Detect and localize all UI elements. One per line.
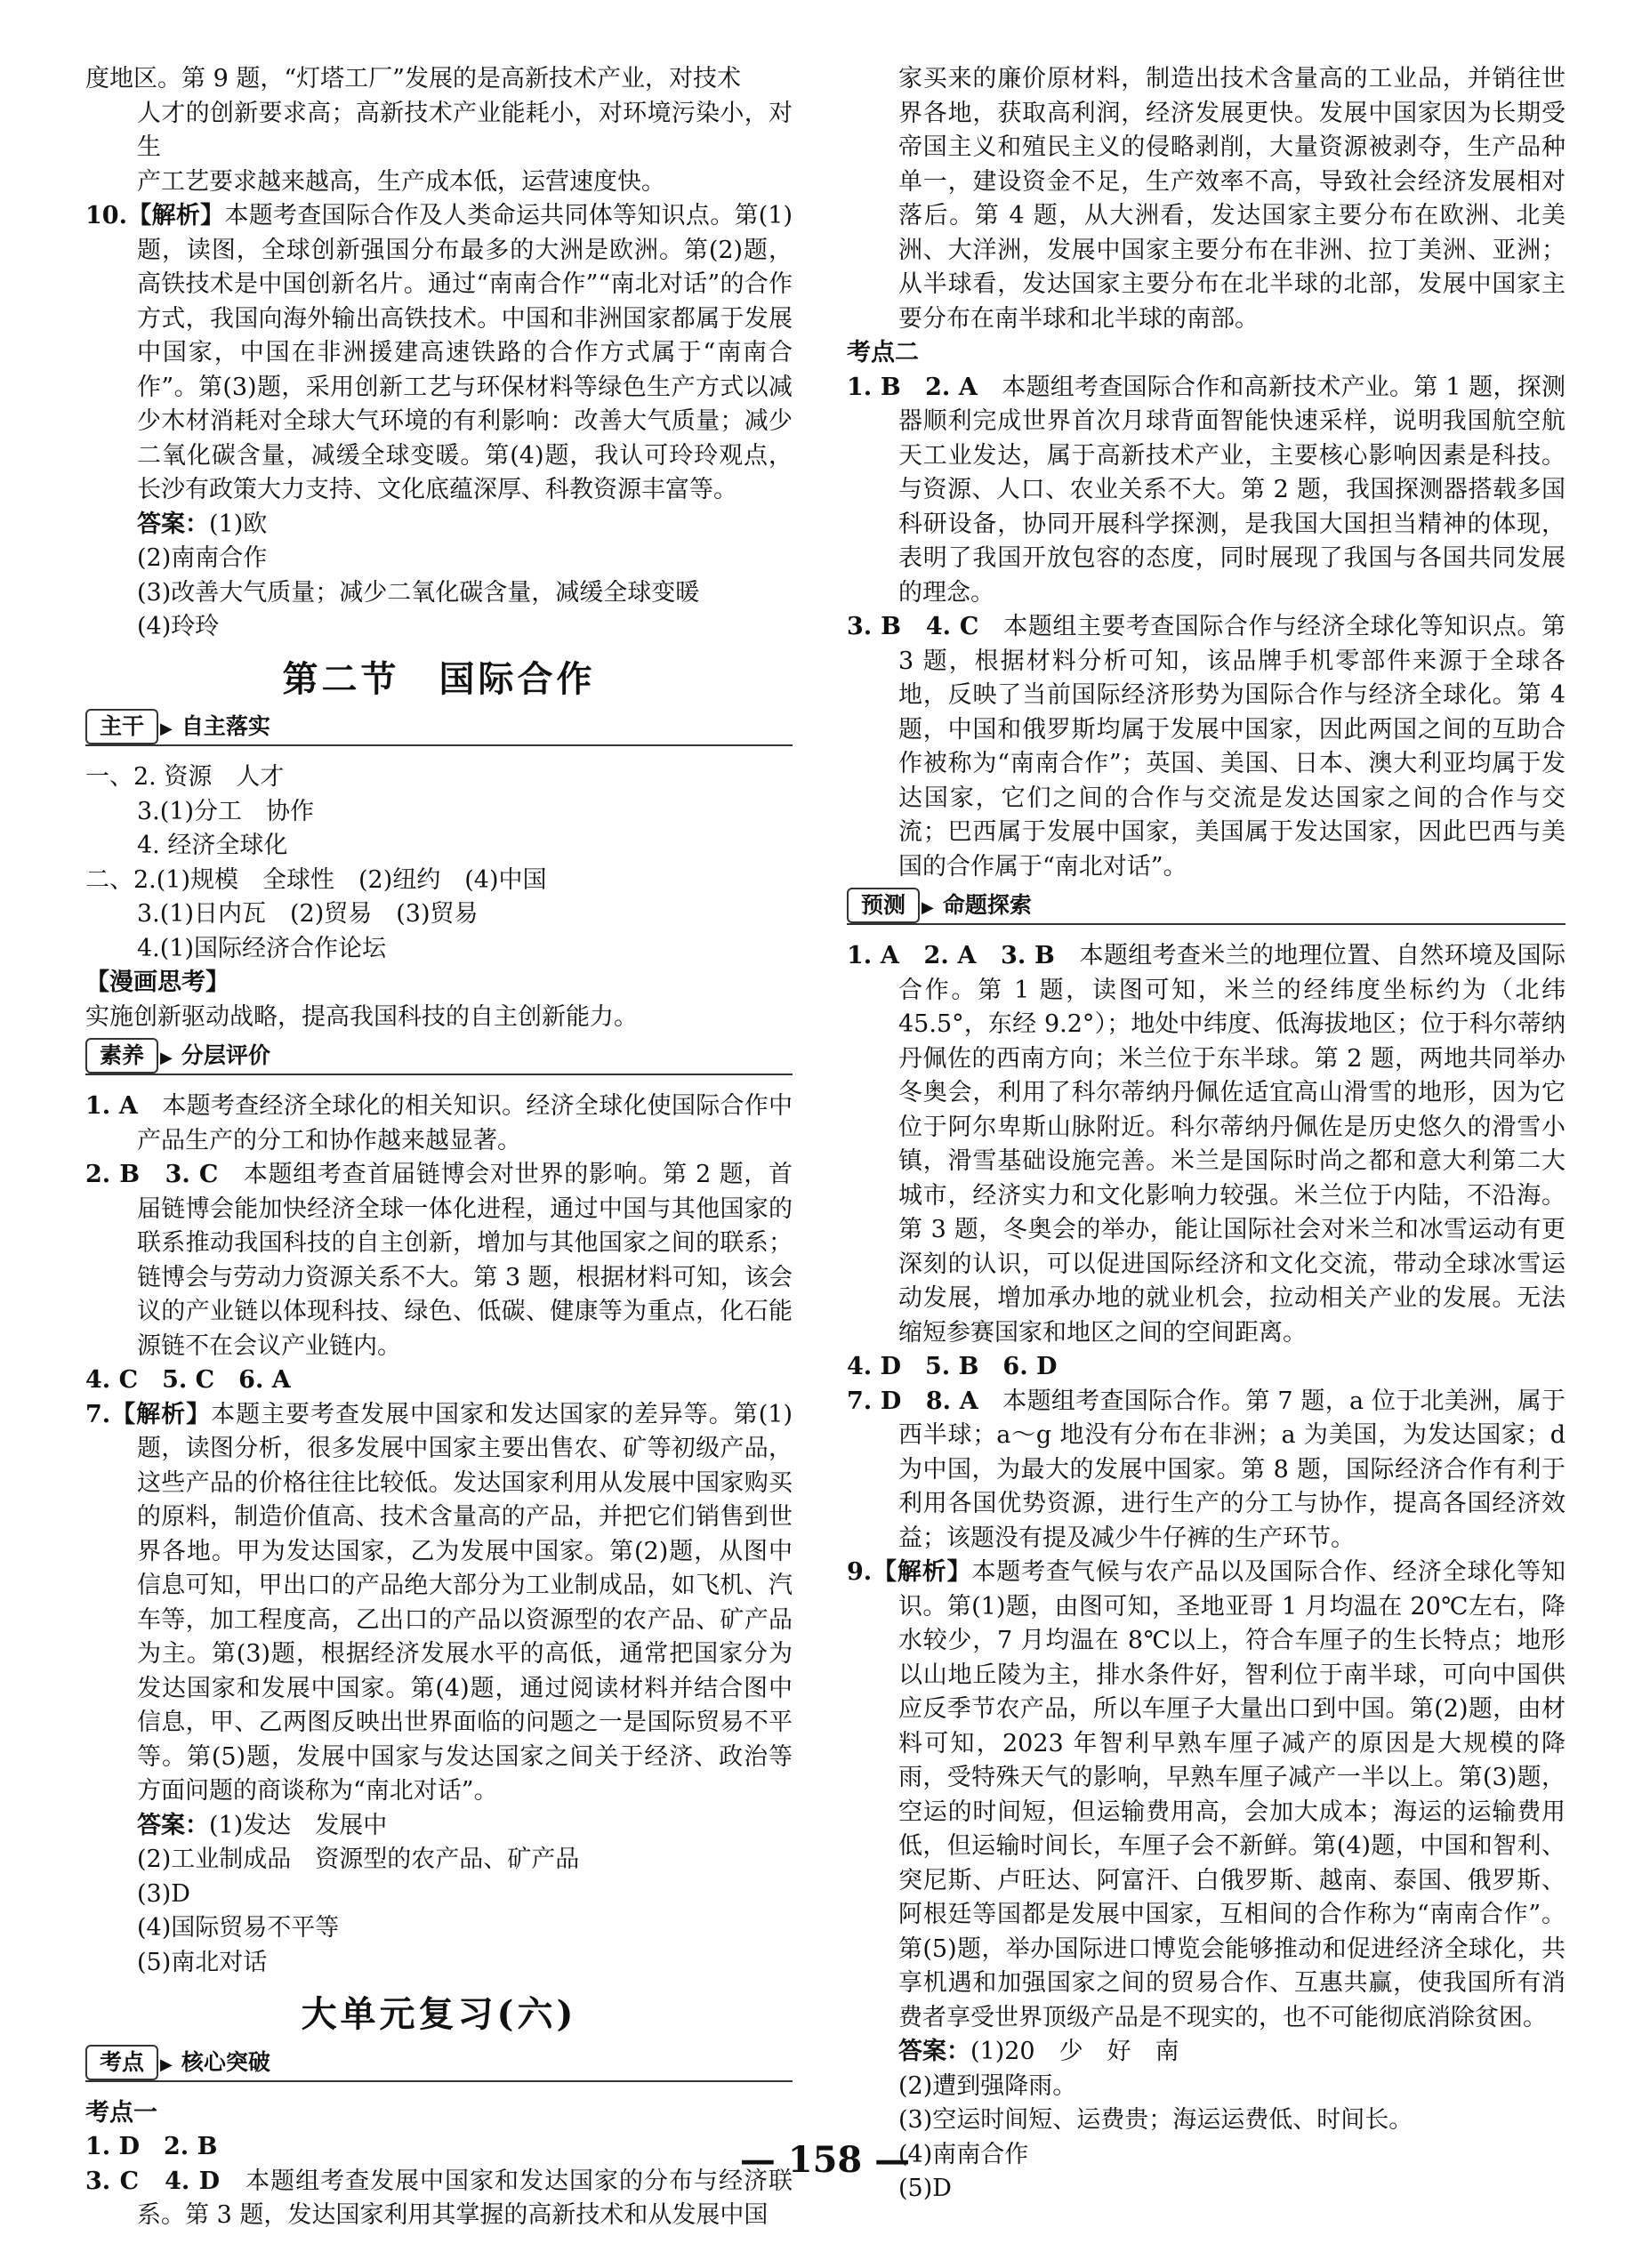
kd1-q34-head: 3. C 4. D [85, 2167, 221, 2195]
q1-head: 1. A [85, 1092, 138, 1120]
kd2-q34-head: 3. B 4. C [847, 613, 979, 640]
divider [85, 744, 793, 746]
outline-line: 一、2. 资源 人才 [85, 763, 285, 791]
p-q9-text: 本题考查气候与农产品以及国际合作、经济全球化等知识。第(1)题，由图可知，圣地亚哥 1 月均温在 20℃左右，降水较少，7 月均温在 8℃以上，符合车厘子的生长特点；地形以山地丘陵为主，排水条件好，智利位于南半球，可向中国供应反季节农产品，所以车厘子大量出口到中国。第(2)题，由材料可知，2023 年智利早熟车厘子减产的原因是大规模的降雨，受特殊天气的影响，早熟车厘子减产一半以上。第(3)题，空运的时间短，但运输费用高，会加大成本；海运的运输费用低，但运输时间长，车厘子会不新鲜。第(4)题，中国和智利、突尼斯、卢旺达、阿富汗、白俄罗斯、越南、泰国、俄罗斯、阿根廷等国都是发展中国家，互相间的合作称为“南南合作”。第(5)题，举办国际进口博览会能够推动和促进经济全球化，共享机遇和加强国家之间的贸易合作、互惠共赢，使我国所有消费者享受世界顶级产品是不现实的，也不可能彻底消除贫困。 [898, 1558, 1566, 2031]
answer-label: 答案： [137, 510, 209, 538]
arrow-icon: ▶ [160, 1049, 173, 1067]
kaodian-2: 考点二 [847, 339, 919, 366]
q10-number: 10. [85, 202, 127, 229]
kaodian-1: 考点一 [85, 2098, 157, 2127]
intro-line: 人才的创新要求高；高新技术产业能耗小，对环境污染小，对生 [137, 99, 793, 161]
section-tag [847, 888, 1565, 929]
p-q78-block [847, 1385, 1565, 1556]
section-title: 第二节 国际合作 [282, 657, 596, 700]
answer-item: (2)工业制成品 资源型的农产品、矿产品 [137, 1846, 580, 1873]
answer-item: (3)空运时间短、运费贵；海运运费低、时间长。 [898, 2106, 1413, 2134]
q7-text: 本题主要考查发展中国家和发达国家的差异等。第(1)题，读图分析，很多发展中国家主要出售农、矿等初级产品，这些产品的价格往往比较低。发达国家利用从发展中国家购买的原料，制造价值高、技术含量高的产品，并把它们销售到世界各地。甲为发达国家，乙为发展中国家。第(2)题，从图中信息可知，甲出口的产品绝大部分为工业制成品，如飞机、汽车等，加工程度高，乙出口的产品以资源型的农产品、矿产品为主。第(3)题，根据经济发展水平的高低，通常把国家分为发达国家和发展中国家。第(4)题，通过阅读材料并结合图中信息，甲、乙两图反映出世界面临的问题之一是国际贸易不平等。第(5)题，发展中国家与发达国家之间关于经济、政治等方面问题的商谈称为“南北对话”。 [137, 1400, 793, 1805]
kd2-q34-block [847, 610, 1565, 884]
q23-head: 2. B 3. C [85, 1161, 219, 1188]
outline-line: 4. 经济全球化 [137, 832, 288, 859]
kd2-q12-block [847, 371, 1565, 611]
answer-item: (3)D [137, 1879, 190, 1908]
q10-answer [85, 508, 793, 543]
q7-answer [85, 1809, 793, 1844]
intro-line: 产工艺要求越来越高，生产成本低，运营速度快。 [137, 167, 665, 196]
tag-box: 考点 [85, 2045, 158, 2080]
kd2-q12-text: 本题组考查国际合作和高新技术产业。第 1 题，探测器顺利完成世界首次月球背面智能快速采样，说明我国航空航天工业发达，属于高新技术产业，主要核心影响因素是科技。与资源、人口、农业关系不大。第 2 题，我国探测器搭载多国科研设备，协同开展科学探测，是我国大国担当精神的体现，表明了我国开放包容的态度，同时展现了我国与各国共同发展的理念。 [898, 373, 1566, 607]
q1-block [85, 1090, 793, 1158]
q10-block [85, 199, 793, 508]
tag-title: 自主落实 [181, 713, 270, 739]
q7-number: 7. [85, 1400, 111, 1428]
p-q9-label: 【解析】 [872, 1558, 972, 1586]
tag-title: 核心突破 [181, 2048, 270, 2075]
left-column [85, 62, 793, 2233]
right-column [847, 62, 1565, 2207]
q10-label: 【解析】 [126, 202, 225, 229]
answer-item: (1)欧 [209, 510, 268, 538]
page-number: — 158 — [739, 2139, 911, 2181]
answer-item: (3)改善大气质量；减少二氧化碳含量，减缓全球变暖 [137, 578, 700, 607]
answer-label: 答案： [137, 1811, 209, 1839]
outline-line: 二、2.(1)规模 全球性 (2)纽约 (4)中国 [85, 865, 547, 894]
arrow-icon: ▶ [922, 898, 934, 917]
continued-text: 家买来的廉价原材料，制造出技术含量高的工业品，并销往世界各地，获取高利润，经济发展更快。发展中国家因为长期受帝国主义和殖民主义的侵略剥削，大量资源被剥夺，生产品种单一，建设资金不足，生产效率不高，导致社会经济发展相对落后。第 4 题，从大洲看，发达国家主要分布在欧洲、北美洲、大洋洲，发展中国家主要分布在非洲、拉丁美洲、亚洲；从半球看，发达国家主要分布在北半球的北部，发展中国家主要分布在南半球和北半球的南部。 [898, 65, 1565, 333]
answer-item: (1)20 少 好 南 [970, 2038, 1179, 2065]
section-tag [85, 2045, 793, 2086]
divider [85, 2080, 793, 2082]
p-q123-text: 本题组考查米兰的地理位置、自然环境及国际合作。第 1 题，读图可知，米兰的经纬度坐标约为（北纬 45.5°，东经 9.2°）；地处中纬度、低海拔地区；位于科尔蒂纳丹佩佐的西南方向；米兰位于东半球。第 2 题，两地共同举办冬奥会，利用了科尔蒂纳丹佩佐适宜高山滑雪的地形，因为它位于阿尔卑斯山脉附近。科尔蒂纳丹佩佐是历史悠久的滑雪小镇，滑雪基础设施完善。米兰是国际时尚之都和意大利第二大城市，经济实力和文化影响力较强。米兰位于内陆，不沿海。第 3 题，冬奥会的举办，能让国际社会对米兰和冰雪运动有更深刻的认识，可以促进国际经济和文化交流，带动全球冰雪运动发展，增加承办地的就业机会，拉动相关产业的发展。无法缩短参赛国家和地区之间的空间距离。 [898, 942, 1566, 1347]
kd1-q12: 1. D 2. B [85, 2133, 218, 2160]
tag-box: 素养 [85, 1038, 158, 1074]
answer-item: (4)南南合作 [898, 2140, 1029, 2168]
q10-text: 本题考查国际合作及人类命运共同体等知识点。第(1)题，读图，全球创新强国分布最多的大洲是欧洲。第(2)题，高铁技术是中国创新名片。通过“南南合作”“南北对话”的合作方式，我国向海外输出高铁技术。中国和非洲国家都属于发展中国家，中国在非洲援建高速铁路的合作方式属于“南南合作”。第(3)题，采用创新工艺与环保材料等绿色生产方式以减少木材消耗对全球大气环境的有利影响：改善大气质量；减少二氧化碳含量，减缓全球变暖。第(4)题，我认可玲玲观点，长沙有政策大力支持、文化底蕴深厚、科教资源丰富等。 [137, 202, 793, 503]
q1-text: 本题考查经济全球化的相关知识。经济全球化使国际合作中产品生产的分工和协作越来越显著。 [137, 1092, 793, 1154]
divider [85, 1074, 793, 1075]
p-q456-line: 4. D 5. B 6. D [847, 1353, 1058, 1380]
manhua-text: 实施创新驱动战略，提高我国科技的自主创新能力。 [85, 1002, 638, 1031]
p-q9-block [847, 1556, 1565, 2035]
kd2-q34-text: 本题组主要考查国际合作与经济全球化等知识点。第 3 题，根据材料分析可知，该品牌手机零部件来源于全球各地，反映了当前国际经济形势为国际合作与经济全球化。第 4 题，中国和俄罗斯均属于发展中国家，因此两国之间的互助合作被称为“南南合作”；英国、美国、日本、澳大利亚均属于发达国家，它们之间的合作与交流是发达国家之间的合作与交流；巴西属于发展中国家，美国属于发达国家，因此巴西与美国的合作属于“南北对话”。 [898, 613, 1566, 881]
p-q123-head: 1. A 2. A 3. B [847, 942, 1055, 969]
q456-line: 4. C 5. C 6. A [85, 1366, 291, 1394]
q7-label: 【解析】 [110, 1400, 212, 1428]
answer-item: (4)国际贸易不平等 [137, 1914, 340, 1942]
section-tag [85, 1038, 793, 1079]
p-q123-block [847, 939, 1565, 1350]
tag-box: 主干 [85, 709, 158, 744]
p-q9-number: 9. [847, 1558, 873, 1586]
outline-line: 4.(1)国际经济合作论坛 [137, 934, 387, 962]
tag-title: 分层评价 [181, 1042, 270, 1068]
answer-item: (5)D [898, 2175, 952, 2202]
review-title: 大单元复习(六) [301, 1993, 577, 2035]
answer-item: (5)南北对话 [137, 1948, 268, 1976]
answer-label: 答案： [898, 2038, 970, 2065]
arrow-icon: ▶ [160, 2055, 173, 2074]
tag-box: 预测 [847, 888, 920, 923]
answer-item: (2)南南合作 [137, 544, 268, 572]
intro-line: 度地区。第 9 题，“灯塔工厂”发展的是高新技术产业，对技术 [85, 65, 741, 92]
tag-title: 命题探索 [942, 892, 1032, 918]
arrow-icon: ▶ [160, 720, 173, 738]
p-q78-text: 本题组考查国际合作。第 7 题，a 位于北美洲，属于西半球；a～g 地没有分布在非洲；a 为美国，为发达国家；d 为中国，为最大的发展中国家。第 8 题，国际经济合作有利于利用各国优势资源，进行生产的分工与协作，提高各国经济效益；该题没有提及减少牛仔裤的生产环节。 [898, 1387, 1565, 1552]
kd2-q12-head: 1. B 2. A [847, 373, 978, 401]
outline-line: 3.(1)日内瓦 (2)贸易 (3)贸易 [137, 900, 479, 928]
outline-line: 3.(1)分工 协作 [137, 797, 315, 825]
answer-item: (4)玲玲 [137, 613, 220, 640]
divider [847, 923, 1565, 925]
q23-block [85, 1158, 793, 1363]
q7-block [85, 1398, 793, 1809]
answer-item: (2)遭到强降雨。 [898, 2071, 1077, 2100]
answer-item: (1)发达 发展中 [209, 1811, 388, 1839]
p-q78-head: 7. D 8. A [847, 1387, 978, 1415]
kd1-q34-text: 本题组考查发展中国家和发达国家的分布与经济联系。第 3 题，发达国家利用其掌握的高新技术和从发展中国 [137, 2167, 793, 2229]
p-q9-answer [847, 2035, 1565, 2070]
manhua-label: 【漫画思考】 [85, 969, 229, 996]
section-tag [85, 709, 793, 750]
q23-text: 本题组考查首届链博会对世界的影响。第 2 题，首届链博会能加快经济全球一体化进程，通过中国与其他国家的联系推动我国科技的自主创新，增加与其他国家之间的联系；链博会与劳动力资源关系不大。第 3 题，根据材料可知，该会议的产业链以体现科技、绿色、低碳、健康等为重点，化石能源链不在会议产业链内。 [137, 1161, 793, 1360]
